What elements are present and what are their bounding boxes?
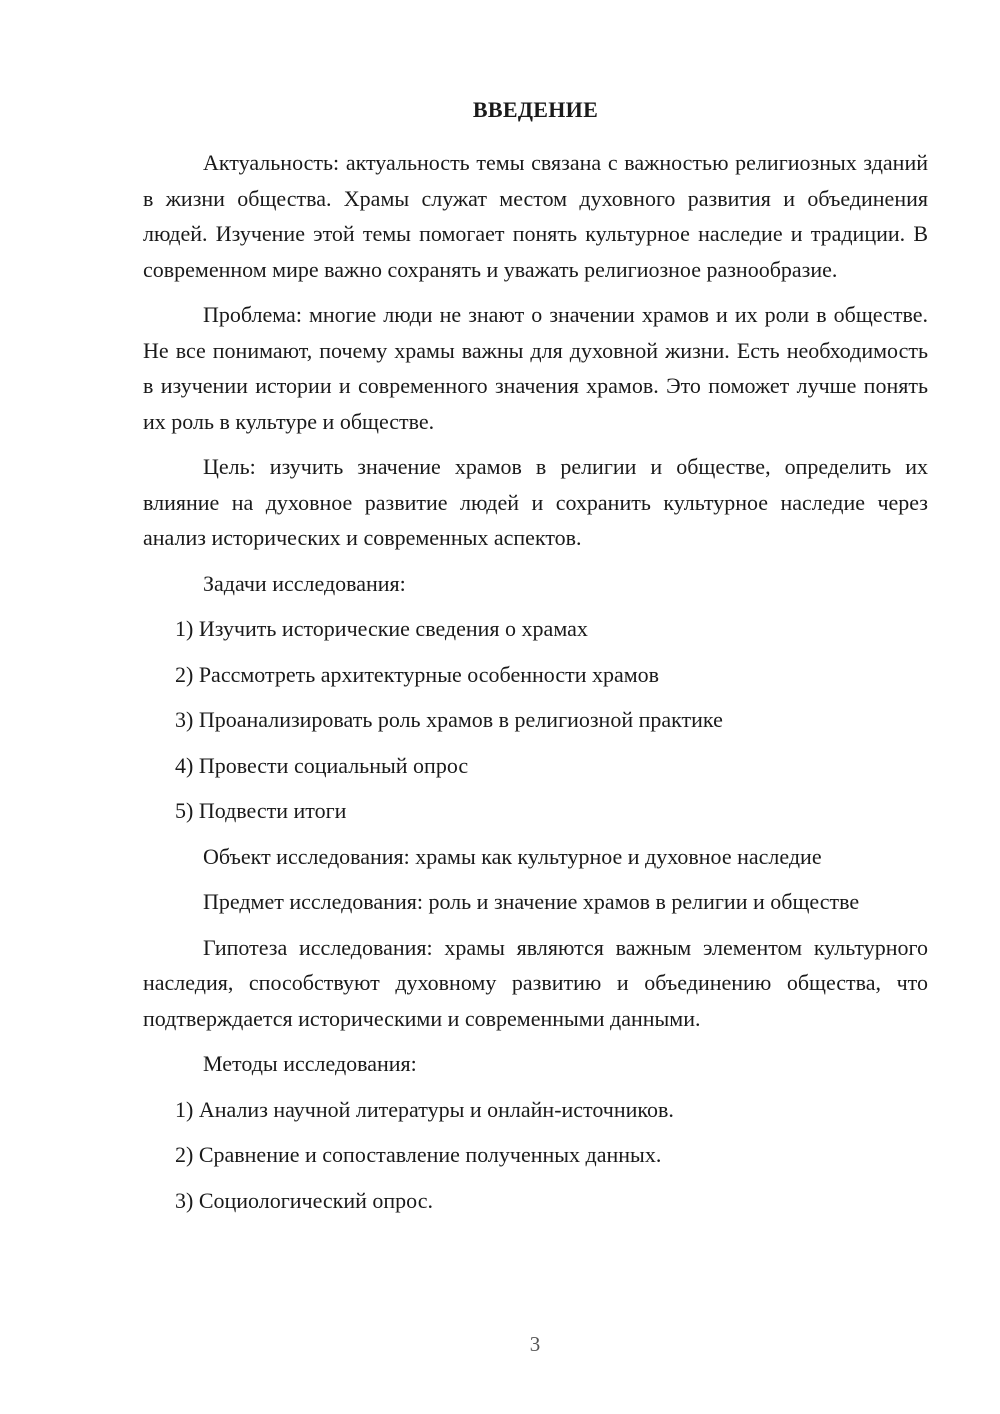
task-item: 3) Проанализировать роль храмов в религиозной практике xyxy=(175,707,723,732)
methods-heading: Методы исследования: xyxy=(203,1051,417,1076)
document-page xyxy=(143,95,928,1228)
task-item: 5) Подвести итоги xyxy=(175,798,347,823)
subject-paragraph: Предмет исследования: роль и значение храмов в религии и обществе xyxy=(203,889,860,914)
hypothesis-paragraph: Гипотеза исследования: храмы являются важным элементом культурного наследия, способствуют духовному развитию и объединению общества, что подтверждается историческими и современными данными. xyxy=(143,934,928,1031)
object-paragraph: Объект исследования: храмы как культурное и духовное наследие xyxy=(203,843,822,869)
method-item: 1) Анализ научной литературы и онлайн-источников. xyxy=(175,1096,674,1122)
methods-list xyxy=(143,1092,928,1219)
tasks-heading: Задачи исследования: xyxy=(203,570,406,596)
task-item: 2) Рассмотреть архитектурные особенности храмов xyxy=(175,661,660,687)
task-item: 4) Провести социальный опрос xyxy=(175,752,469,778)
problem-paragraph: Проблема: многие люди не знают о значении храмов и их роли в обществе. Не все понимают, почему храмы важны для духовной жизни. Есть необходимость в изучении истории и современного значения храмов. Это поможет лучше понять их роль в культуре и обществе. xyxy=(143,302,928,434)
tasks-list xyxy=(143,611,928,829)
page-number: 3 xyxy=(529,1332,541,1356)
task-item: 1) Изучить исторические сведения о храмах xyxy=(175,616,588,641)
method-item: 3) Социологический опрос. xyxy=(175,1187,433,1213)
relevance-paragraph: Актуальность: актуальность темы связана с важностью религиозных зданий в жизни общества. Храмы служат местом духовного развития и объединения людей. Изучение этой темы помогает понять культурное наследие и традиции. В современном мире важно сохранять и уважать религиозное разнообразие. xyxy=(143,150,928,282)
goal-paragraph: Цель: изучить значение храмов в религии и обществе, определить их влияние на духовное развитие людей и сохранить культурное наследие через анализ исторических и современных аспектов. xyxy=(143,454,928,550)
page-title: ВВЕДЕНИЕ xyxy=(472,97,599,122)
method-item: 2) Сравнение и сопоставление полученных данных. xyxy=(175,1142,662,1167)
